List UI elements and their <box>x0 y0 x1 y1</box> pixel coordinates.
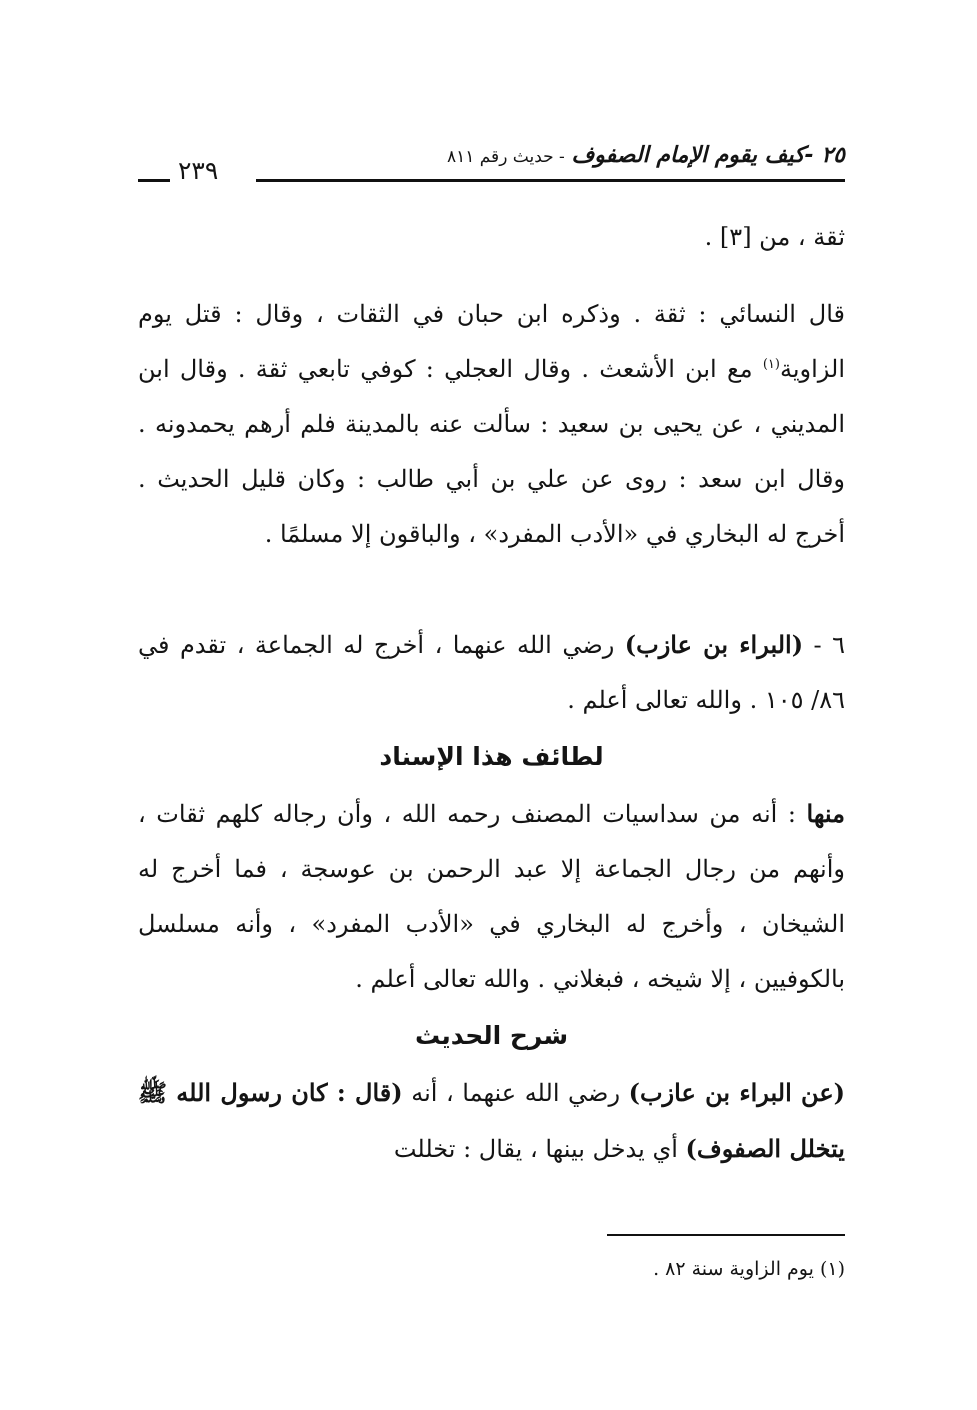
paragraph-isnad-notes <box>138 786 845 1007</box>
page-number: ٢٣٩ <box>178 156 219 185</box>
text-segment: مع ابن الأشعث . وقال العجلي : كوفي تابعي ثقة . وقال ابن المديني ، عن يحيى بن سعيد : سألت عنه بالمدينة فلم أرهم يحمدونه . وقال ابن سعد : روى عن علي بن أبي طالب : وكان قليل الحديث . أخرج له البخاري في «الأدب المفرد» ، والباقون إلا مسلمًا . <box>138 355 845 548</box>
narrator-name: (البراء بن عازب) <box>624 630 804 659</box>
hadith-reference: - حديث رقم ٨١١ <box>446 147 565 167</box>
footnote-text: يوم الزاوية سنة ٨٢ . <box>653 1258 814 1280</box>
footnote-rule <box>607 1234 845 1236</box>
quoted-text: (قال : كان رسول الله ﷺ يتخلل الصفوف) <box>138 1078 845 1163</box>
header-rule <box>256 179 845 182</box>
paragraph-narrator-grade: ثقة ، من [٣] . <box>704 223 845 251</box>
text-segment: قال النسائي : ثقة . وذكره ابن حبان في الثقات ، وقال : قتل يوم الزاوية <box>138 300 845 383</box>
running-header <box>138 136 845 196</box>
footnote <box>653 1252 845 1286</box>
text-segment: رضي الله عنهما ، أنه <box>402 1079 629 1107</box>
header-rule-dash <box>138 179 170 182</box>
main-text <box>138 210 845 1177</box>
paragraph-hadith-explanation <box>138 1065 845 1177</box>
chapter-title: ٢٥ -كيف يقوم الإمام الصفوف <box>571 143 845 168</box>
text-segment: رضي الله عنهما ، أخرج له الجماعة ، تقدم في ٨٦/ ١٠٥ . والله تعالى أعلم . <box>138 631 845 714</box>
footnote-marker: (١) <box>762 357 780 372</box>
text-segment: أي يدخل بينها ، يقال : تخللت <box>393 1135 686 1163</box>
footnote-number: (١) <box>819 1258 845 1280</box>
paragraph-narrator-opinions <box>138 287 845 562</box>
header-title-line <box>447 138 845 174</box>
text-segment: : أنه من سداسيات المصنف رحمه الله ، وأن رجاله كلهم ثقات ، وأنهم من رجال الجماعة إلا عبد الرحمن بن عوسجة ، فما أخرج له الشيخان ، وأخرج له البخاري في «الأدب المفرد» ، وأنه مسلسل بالكوفيين ، إلا شيخه ، فبغلاني . والله تعالى أعلم . <box>138 800 845 993</box>
quoted-text: (عن البراء بن عازب) <box>628 1078 845 1107</box>
section-heading-sharh: شرح الحديث <box>414 1021 569 1050</box>
lead-word: منها <box>806 799 846 828</box>
paragraph-narrator-six <box>138 617 845 728</box>
narrator-number: ٦ - <box>803 631 845 659</box>
section-heading-isnad: لطائف هذا الإسناد <box>379 742 604 771</box>
